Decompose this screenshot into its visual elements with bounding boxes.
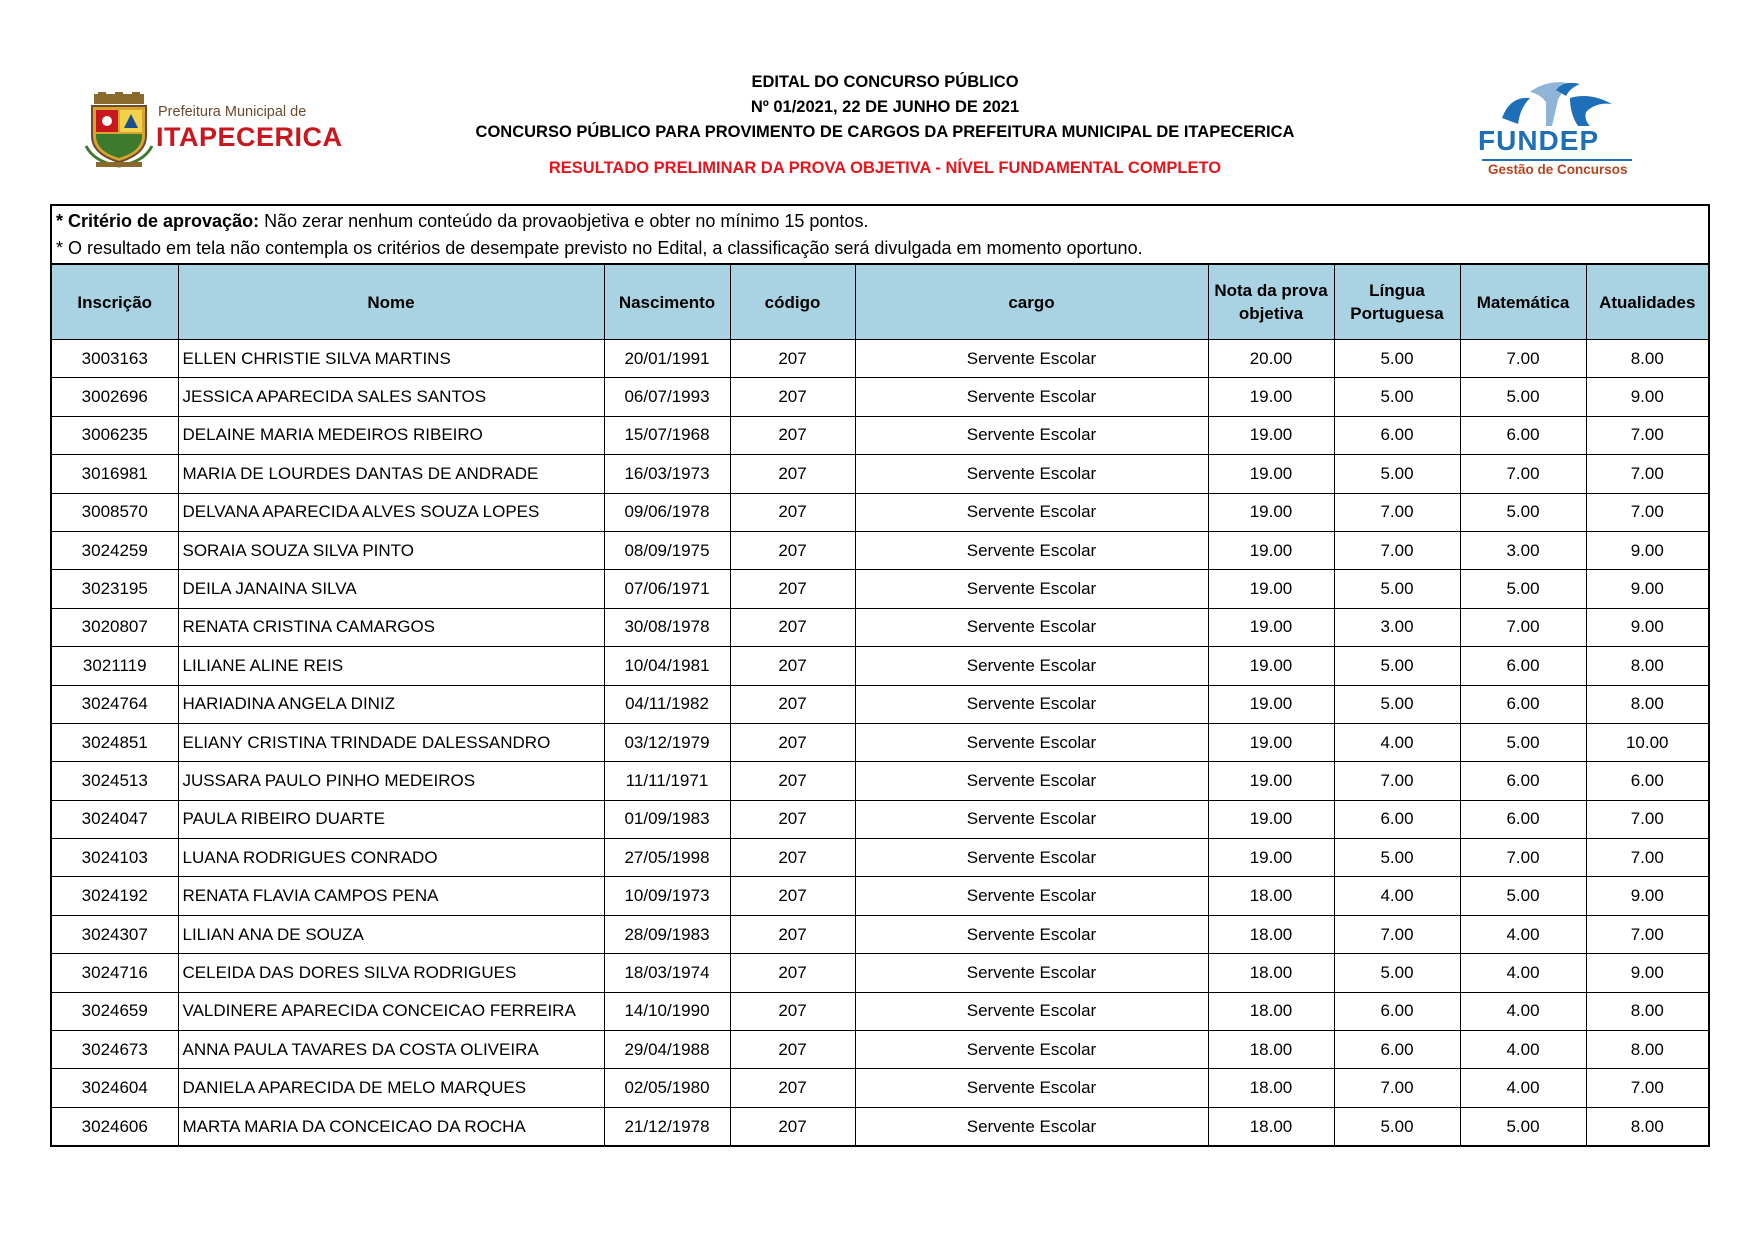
criterio-text: Não zerar nenhum conteúdo da provaobjetiva e obter no mínimo 15 pontos. (259, 211, 869, 231)
inscricao-cell: 3006235 (52, 416, 178, 454)
nota-cell: 18.00 (1208, 1069, 1334, 1107)
inscricao-cell: 3023195 (52, 570, 178, 608)
lingua-cell: 7.00 (1334, 1069, 1460, 1107)
nome-cell: ANNA PAULA TAVARES DA COSTA OLIVEIRA (178, 1031, 604, 1069)
nome-cell: MARTA MARIA DA CONCEICAO DA ROCHA (178, 1107, 604, 1145)
lingua-cell: 5.00 (1334, 570, 1460, 608)
matematica-cell: 7.00 (1460, 340, 1586, 378)
page-header (0, 0, 1755, 200)
matematica-cell: 4.00 (1460, 954, 1586, 992)
lingua-cell: 3.00 (1334, 608, 1460, 646)
lingua-cell: 5.00 (1334, 685, 1460, 723)
nascimento-cell: 09/06/1978 (604, 493, 730, 531)
matematica-cell: 5.00 (1460, 723, 1586, 761)
nota-cell: 19.00 (1208, 685, 1334, 723)
matematica-cell: 5.00 (1460, 493, 1586, 531)
atualidades-cell: 7.00 (1586, 493, 1708, 531)
inscricao-cell: 3016981 (52, 455, 178, 493)
nota-cell: 18.00 (1208, 992, 1334, 1030)
cargo-cell: Servente Escolar (855, 647, 1208, 685)
atualidades-cell: 9.00 (1586, 531, 1708, 569)
nascimento-cell: 10/04/1981 (604, 647, 730, 685)
nota-cell: 18.00 (1208, 954, 1334, 992)
nascimento-cell: 03/12/1979 (604, 723, 730, 761)
nota-cell: 18.00 (1208, 1107, 1334, 1145)
table-row (52, 455, 1708, 493)
nota-cell: 19.00 (1208, 647, 1334, 685)
table-row (52, 685, 1708, 723)
nome-cell: LILIAN ANA DE SOUZA (178, 915, 604, 953)
col-nota-line-1: Nota da prova (1214, 281, 1328, 300)
col-nascimento: Nascimento (604, 265, 730, 340)
table-row (52, 762, 1708, 800)
matematica-cell: 5.00 (1460, 877, 1586, 915)
fundep-mark-icon (1500, 78, 1618, 128)
codigo-cell: 207 (730, 378, 855, 416)
nome-cell: PAULA RIBEIRO DUARTE (178, 800, 604, 838)
cargo-cell: Servente Escolar (855, 340, 1208, 378)
col-nota-line-2: objetiva (1238, 304, 1304, 323)
city-name: ITAPECERICA (156, 122, 343, 152)
nome-cell: VALDINERE APARECIDA CONCEICAO FERREIRA (178, 992, 604, 1030)
cargo-cell: Servente Escolar (855, 1031, 1208, 1069)
lingua-cell: 7.00 (1334, 493, 1460, 531)
table-row (52, 531, 1708, 569)
table-row (52, 1031, 1708, 1069)
matematica-cell: 4.00 (1460, 915, 1586, 953)
lingua-cell: 5.00 (1334, 1107, 1460, 1145)
table-row (52, 608, 1708, 646)
nascimento-cell: 14/10/1990 (604, 992, 730, 1030)
inscricao-cell: 3024604 (52, 1069, 178, 1107)
codigo-cell: 207 (730, 531, 855, 569)
nota-cell: 19.00 (1208, 762, 1334, 800)
atualidades-cell: 9.00 (1586, 954, 1708, 992)
codigo-cell: 207 (730, 455, 855, 493)
table-row (52, 915, 1708, 953)
nota-cell: 18.00 (1208, 1031, 1334, 1069)
lingua-cell: 6.00 (1334, 416, 1460, 454)
matematica-cell: 5.00 (1460, 378, 1586, 416)
atualidades-cell: 7.00 (1586, 839, 1708, 877)
approval-notes (52, 206, 1708, 265)
atualidades-cell: 9.00 (1586, 570, 1708, 608)
nota-cell: 19.00 (1208, 608, 1334, 646)
title-line-2: Nº 01/2021, 22 DE JUNHO DE 2021 (750, 98, 1020, 116)
inscricao-cell: 3024673 (52, 1031, 178, 1069)
cargo-cell: Servente Escolar (855, 416, 1208, 454)
cargo-cell: Servente Escolar (855, 915, 1208, 953)
nota-cell: 19.00 (1208, 531, 1334, 569)
cargo-cell: Servente Escolar (855, 455, 1208, 493)
atualidades-cell: 7.00 (1586, 455, 1708, 493)
nota-cell: 18.00 (1208, 915, 1334, 953)
cargo-cell: Servente Escolar (855, 800, 1208, 838)
atualidades-cell: 9.00 (1586, 877, 1708, 915)
codigo-cell: 207 (730, 493, 855, 531)
nome-cell: ELLEN CHRISTIE SILVA MARTINS (178, 340, 604, 378)
col-lingua (1334, 265, 1460, 340)
codigo-cell: 207 (730, 992, 855, 1030)
cargo-cell: Servente Escolar (855, 685, 1208, 723)
inscricao-cell: 3024659 (52, 992, 178, 1030)
nome-cell: RENATA FLAVIA CAMPOS PENA (178, 877, 604, 915)
table-row (52, 493, 1708, 531)
atualidades-cell: 8.00 (1586, 340, 1708, 378)
nota-cell: 19.00 (1208, 800, 1334, 838)
col-lingua-line-2: Portuguesa (1350, 304, 1444, 323)
nascimento-cell: 06/07/1993 (604, 378, 730, 416)
nascimento-cell: 30/08/1978 (604, 608, 730, 646)
coat-of-arms-icon (84, 92, 154, 168)
col-cargo: cargo (855, 265, 1208, 340)
inscricao-cell: 3024047 (52, 800, 178, 838)
cargo-cell: Servente Escolar (855, 839, 1208, 877)
nome-cell: JESSICA APARECIDA SALES SANTOS (178, 378, 604, 416)
nota-cell: 19.00 (1208, 455, 1334, 493)
atualidades-cell: 9.00 (1586, 608, 1708, 646)
nome-cell: ELIANY CRISTINA TRINDADE DALESSANDRO (178, 723, 604, 761)
codigo-cell: 207 (730, 877, 855, 915)
nome-cell: DEILA JANAINA SILVA (178, 570, 604, 608)
matematica-cell: 6.00 (1460, 762, 1586, 800)
codigo-cell: 207 (730, 416, 855, 454)
lingua-cell: 6.00 (1334, 1031, 1460, 1069)
matematica-cell: 7.00 (1460, 608, 1586, 646)
nota-cell: 19.00 (1208, 570, 1334, 608)
inscricao-cell: 3024192 (52, 877, 178, 915)
nascimento-cell: 10/09/1973 (604, 877, 730, 915)
cargo-cell: Servente Escolar (855, 954, 1208, 992)
title-line-3: CONCURSO PÚBLICO PARA PROVIMENTO DE CARGOS DA PREFEITURA MUNICIPAL DE ITAPECERICA (475, 123, 1295, 141)
nota-cell: 19.00 (1208, 723, 1334, 761)
nome-cell: MARIA DE LOURDES DANTAS DE ANDRADE (178, 455, 604, 493)
codigo-cell: 207 (730, 954, 855, 992)
nome-cell: SORAIA SOUZA SILVA PINTO (178, 531, 604, 569)
lingua-cell: 5.00 (1334, 954, 1460, 992)
atualidades-cell: 8.00 (1586, 992, 1708, 1030)
atualidades-cell: 7.00 (1586, 915, 1708, 953)
cargo-cell: Servente Escolar (855, 1107, 1208, 1145)
nascimento-cell: 11/11/1971 (604, 762, 730, 800)
nota-cell: 19.00 (1208, 839, 1334, 877)
cargo-cell: Servente Escolar (855, 1069, 1208, 1107)
codigo-cell: 207 (730, 762, 855, 800)
lingua-cell: 5.00 (1334, 340, 1460, 378)
table-row (52, 877, 1708, 915)
table-row (52, 723, 1708, 761)
nascimento-cell: 07/06/1971 (604, 570, 730, 608)
inscricao-cell: 3008570 (52, 493, 178, 531)
nota-cell: 19.00 (1208, 416, 1334, 454)
lingua-cell: 5.00 (1334, 455, 1460, 493)
resultado-note: * O resultado em tela não contempla os critérios de desempate previsto no Edital, a classificação será divulgada em momento oportuno. (56, 238, 1143, 258)
matematica-cell: 4.00 (1460, 992, 1586, 1030)
table-row (52, 800, 1708, 838)
atualidades-cell: 6.00 (1586, 762, 1708, 800)
codigo-cell: 207 (730, 800, 855, 838)
matematica-cell: 6.00 (1460, 416, 1586, 454)
document-title (400, 70, 1370, 181)
cargo-cell: Servente Escolar (855, 877, 1208, 915)
inscricao-cell: 3024851 (52, 723, 178, 761)
lingua-cell: 7.00 (1334, 915, 1460, 953)
col-nota (1208, 265, 1334, 340)
atualidades-cell: 10.00 (1586, 723, 1708, 761)
nome-cell: CELEIDA DAS DORES SILVA RODRIGUES (178, 954, 604, 992)
cargo-cell: Servente Escolar (855, 723, 1208, 761)
cargo-cell: Servente Escolar (855, 531, 1208, 569)
codigo-cell: 207 (730, 685, 855, 723)
inscricao-cell: 3002696 (52, 378, 178, 416)
fundep-divider (1482, 159, 1632, 161)
cargo-cell: Servente Escolar (855, 570, 1208, 608)
lingua-cell: 7.00 (1334, 762, 1460, 800)
fundep-name: FUNDEP (1478, 125, 1600, 156)
atualidades-cell: 8.00 (1586, 685, 1708, 723)
results-frame (50, 204, 1710, 1147)
nota-cell: 19.00 (1208, 378, 1334, 416)
lingua-cell: 6.00 (1334, 992, 1460, 1030)
nascimento-cell: 01/09/1983 (604, 800, 730, 838)
cargo-cell: Servente Escolar (855, 608, 1208, 646)
col-matematica: Matemática (1460, 265, 1586, 340)
matematica-cell: 4.00 (1460, 1069, 1586, 1107)
inscricao-cell: 3024513 (52, 762, 178, 800)
col-lingua-line-1: Língua (1369, 281, 1425, 300)
table-row (52, 1107, 1708, 1145)
inscricao-cell: 3024307 (52, 915, 178, 953)
lingua-cell: 4.00 (1334, 877, 1460, 915)
atualidades-cell: 8.00 (1586, 647, 1708, 685)
table-row (52, 1069, 1708, 1107)
nome-cell: RENATA CRISTINA CAMARGOS (178, 608, 604, 646)
inscricao-cell: 3024764 (52, 685, 178, 723)
nome-cell: LILIANE ALINE REIS (178, 647, 604, 685)
nascimento-cell: 02/05/1980 (604, 1069, 730, 1107)
col-codigo: código (730, 265, 855, 340)
matematica-cell: 7.00 (1460, 839, 1586, 877)
cargo-cell: Servente Escolar (855, 992, 1208, 1030)
nota-cell: 19.00 (1208, 493, 1334, 531)
nascimento-cell: 16/03/1973 (604, 455, 730, 493)
matematica-cell: 5.00 (1460, 570, 1586, 608)
cargo-cell: Servente Escolar (855, 378, 1208, 416)
prefeitura-label: Prefeitura Municipal de (158, 104, 307, 120)
nascimento-cell: 20/01/1991 (604, 340, 730, 378)
table-row (52, 647, 1708, 685)
nome-cell: DELVANA APARECIDA ALVES SOUZA LOPES (178, 493, 604, 531)
nota-cell: 18.00 (1208, 877, 1334, 915)
inscricao-cell: 3024716 (52, 954, 178, 992)
table-row (52, 839, 1708, 877)
results-body (52, 340, 1708, 1146)
criterio-label: * Critério de aprovação: (56, 211, 260, 231)
table-row (52, 570, 1708, 608)
codigo-cell: 207 (730, 1107, 855, 1145)
fundep-logo (1470, 78, 1650, 178)
table-row (52, 340, 1708, 378)
matematica-cell: 6.00 (1460, 800, 1586, 838)
fundep-tagline: Gestão de Concursos (1488, 162, 1628, 177)
codigo-cell: 207 (730, 340, 855, 378)
atualidades-cell: 7.00 (1586, 416, 1708, 454)
prefeitura-logo (80, 92, 343, 172)
lingua-cell: 5.00 (1334, 839, 1460, 877)
inscricao-cell: 3020807 (52, 608, 178, 646)
table-row (52, 992, 1708, 1030)
matematica-cell: 7.00 (1460, 455, 1586, 493)
nascimento-cell: 29/04/1988 (604, 1031, 730, 1069)
table-row (52, 416, 1708, 454)
codigo-cell: 207 (730, 570, 855, 608)
atualidades-cell: 7.00 (1586, 800, 1708, 838)
matematica-cell: 5.00 (1460, 1107, 1586, 1145)
nome-cell: DELAINE MARIA MEDEIROS RIBEIRO (178, 416, 604, 454)
nome-cell: DANIELA APARECIDA DE MELO MARQUES (178, 1069, 604, 1107)
codigo-cell: 207 (730, 839, 855, 877)
nascimento-cell: 21/12/1978 (604, 1107, 730, 1145)
lingua-cell: 4.00 (1334, 723, 1460, 761)
cargo-cell: Servente Escolar (855, 493, 1208, 531)
table-header-row (52, 265, 1708, 340)
inscricao-cell: 3024259 (52, 531, 178, 569)
result-subtitle: RESULTADO PRELIMINAR DA PROVA OBJETIVA - NÍVEL FUNDAMENTAL COMPLETO (548, 159, 1222, 177)
nascimento-cell: 27/05/1998 (604, 839, 730, 877)
table-row (52, 378, 1708, 416)
nota-cell: 20.00 (1208, 340, 1334, 378)
col-nome: Nome (178, 265, 604, 340)
nascimento-cell: 08/09/1975 (604, 531, 730, 569)
nome-cell: LUANA RODRIGUES CONRADO (178, 839, 604, 877)
criterio-note (56, 208, 1708, 235)
lingua-cell: 5.00 (1334, 378, 1460, 416)
table-row (52, 954, 1708, 992)
inscricao-cell: 3021119 (52, 647, 178, 685)
lingua-cell: 7.00 (1334, 531, 1460, 569)
cargo-cell: Servente Escolar (855, 762, 1208, 800)
atualidades-cell: 7.00 (1586, 1069, 1708, 1107)
nome-cell: JUSSARA PAULO PINHO MEDEIROS (178, 762, 604, 800)
inscricao-cell: 3024103 (52, 839, 178, 877)
nascimento-cell: 15/07/1968 (604, 416, 730, 454)
matematica-cell: 3.00 (1460, 531, 1586, 569)
codigo-cell: 207 (730, 723, 855, 761)
nome-cell: HARIADINA ANGELA DINIZ (178, 685, 604, 723)
col-atualidades: Atualidades (1586, 265, 1708, 340)
col-inscricao: Inscrição (52, 265, 178, 340)
inscricao-cell: 3024606 (52, 1107, 178, 1145)
matematica-cell: 4.00 (1460, 1031, 1586, 1069)
codigo-cell: 207 (730, 1031, 855, 1069)
lingua-cell: 5.00 (1334, 647, 1460, 685)
atualidades-cell: 9.00 (1586, 378, 1708, 416)
codigo-cell: 207 (730, 915, 855, 953)
codigo-cell: 207 (730, 1069, 855, 1107)
atualidades-cell: 8.00 (1586, 1107, 1708, 1145)
atualidades-cell: 8.00 (1586, 1031, 1708, 1069)
matematica-cell: 6.00 (1460, 685, 1586, 723)
matematica-cell: 6.00 (1460, 647, 1586, 685)
nascimento-cell: 04/11/1982 (604, 685, 730, 723)
codigo-cell: 207 (730, 647, 855, 685)
codigo-cell: 207 (730, 608, 855, 646)
inscricao-cell: 3003163 (52, 340, 178, 378)
results-table (52, 265, 1708, 1145)
nascimento-cell: 28/09/1983 (604, 915, 730, 953)
title-line-1: EDITAL DO CONCURSO PÚBLICO (751, 73, 1019, 91)
nascimento-cell: 18/03/1974 (604, 954, 730, 992)
lingua-cell: 6.00 (1334, 800, 1460, 838)
